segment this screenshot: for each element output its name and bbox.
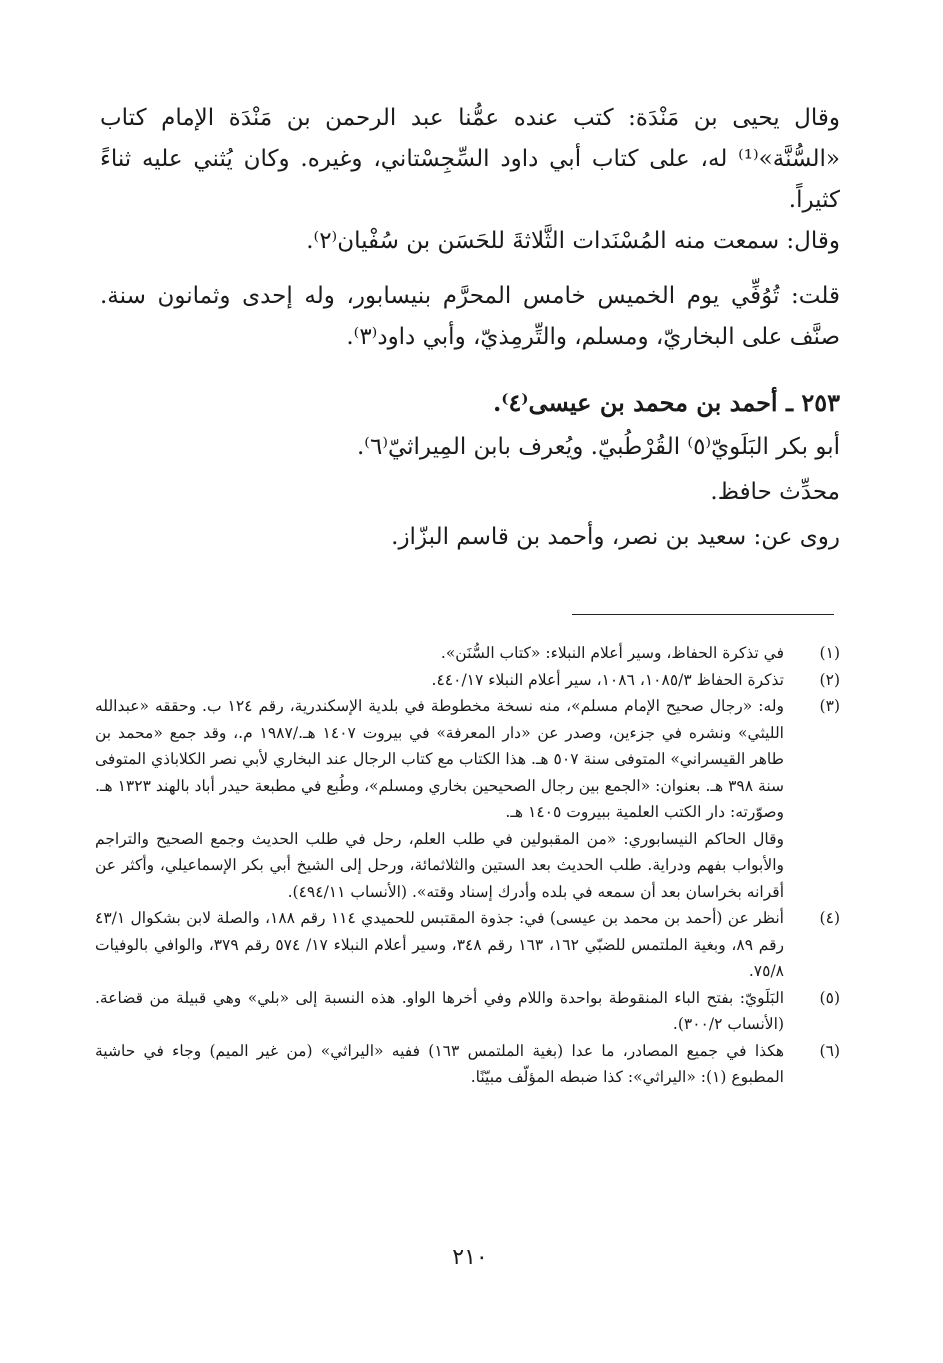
paragraph-musnadat: وقال: سمعت منه المُسْنَدات الثَّلاثةَ للحَسَن بن سُفْيان⁽٢⁾. (306, 228, 840, 254)
main-text (100, 98, 840, 560)
footnote-body (95, 905, 784, 985)
footnote-number: (١) (819, 644, 840, 662)
entry-kunya-line: أبو بكر البَلَويّ⁽٥⁾ القُرْطُبيّ. ويُعرف بابن المِيراثيّ⁽٦⁾. (356, 434, 840, 460)
footnote-body (95, 667, 784, 694)
entry-narrated-from-line: روى عن: سعيد بن نصر، وأحمد بن قاسم البزّاز. (391, 524, 840, 550)
footnote-2 (95, 667, 840, 694)
footnote-text: في تذكرة الحفاظ، وسير أعلام النبلاء: «كتاب السُّنَن». (440, 644, 784, 662)
footnote-text: البَلَويّ: بفتح الباء المنقوطة بواحدة واللام وفي أخرها الواو. هذه النسبة إلى «بلي» وهي قبيلة من قضاعة. (الأنساب ٣٠٠/٢). (95, 988, 784, 1033)
footnote-3 (95, 693, 840, 905)
footnote-number: (٢) (819, 670, 840, 689)
page-number: ٢١٠ (452, 1245, 488, 1270)
spacer (100, 262, 840, 276)
footnote-body (95, 640, 784, 667)
footnote-body (95, 1038, 784, 1091)
footnote-number: (٥) (819, 988, 840, 1007)
footnote-body (95, 985, 784, 1038)
footnote-text: هكذا في جميع المصادر، ما عدا (بغية الملتمس ١٦٣) ففيه «اليراثي» (من غير الميم) وجاء في حاشية المطبوع (١): «اليراثي»: كذا ضبطه المؤلّف مبيّنًا. (95, 1041, 784, 1086)
spacer (100, 358, 840, 380)
footnote-separator (572, 614, 834, 615)
footnote-4 (95, 905, 840, 985)
footnote-number: (٤) (819, 909, 840, 927)
footnotes (95, 640, 840, 1091)
footnote-1 (95, 640, 840, 667)
footnote-5 (95, 985, 840, 1038)
footnote-6 (95, 1038, 840, 1091)
footnote-text: وله: «رجال صحيح الإمام مسلم»، منه نسخة مخطوطة في بلدية الإسكندرية، رقم ١٢٤ ب. وحققه «عبدالله الليثي» ونشره في جزءين، وصدر عن «دار المعرفة» في بيروت ١٤٠٧ هـ./١٩٨٧ م.، وقد جمع «محمد بن طاهر القيسراني» المتوفى سنة ٥٠٧ هـ. هذا الكتاب مع كتاب الرجال عند البخاري لأبي نصر الكلاباذي المتوفى سنة ٣٩٨ هـ. بعنوان: «الجمع بين رجال الصحيحين بخاري ومسلم»، وطُبع في مطبعة حيدر أباد بالهند ١٣٢٣ هـ. وصوّرته: دار الكتب العلمية ببيروت ١٤٠٥ هـ. (95, 697, 785, 821)
footnote-number: (٣) (819, 697, 840, 715)
entry-description-line: محدِّث حافظ. (710, 479, 840, 505)
footnote-number: (٦) (819, 1041, 840, 1060)
entry-title: ٢٥٣ ـ أحمد بن محمد بن عيسى⁽٤⁾. (492, 388, 840, 417)
footnote-text: تذكرة الحفاظ ١٠٨٥/٣، ١٠٨٦، سير أعلام النبلاء ٤٤٠/١٧. (431, 670, 784, 689)
footnote-text: أنظر عن (أحمد بن محمد بن عيسى) في: جذوة المقتبس للحميدي ١١٤ رقم ١٨٨، والصلة لابن بشكوال ٤٣/١ رقم ٨٩، وبغية الملتمس للضبّي ١٦٢، ١٦٣ رقم ٣٤٨، وسير أعلام النبلاء ١٧/ ٥٧٤ رقم ٣٧٩، والوافي بالوفيات ٧٥/٨. (95, 909, 784, 980)
footnote-text: وقال الحاكم النيسابوري: «من المقبولين في طلب العلم، رحل في طلب الحديث وجمع الصحيح والتراجم والأبواب بفهم ودراية. طلب الحديث بعد الستين والثلاثمائة، ورحل إلى الشيخ أبي بكر الإسماعيلي، وأكثر عن أقرانه بخراسان بعد أن سمعه في بلده وأدرك إسناد وقته». (الأنساب ٤٩٤/١١). (95, 829, 784, 901)
paragraph-death-note: قلت: تُوُفِّي يوم الخميس خامس المحرَّم بنيسابور، وله إحدى وثمانون سنة. صنَّف على البخاريّ، ومسلم، والتِّرمِذيّ، وأبي داود⁽٣⁾. (100, 283, 840, 350)
paragraph-yahya-ibn-mandah: وقال يحيى بن مَنْدَة: كتب عنده عمُّنا عبد الرحمن بن مَنْدَة الإمام كتاب «السُّنَّة»⁽¹⁾ له، على كتاب أبي داود السِّجِسْتاني، وغيره. وكان يُثني عليه ثناءً كثيراً. (100, 105, 840, 213)
footnote-body (95, 693, 784, 905)
